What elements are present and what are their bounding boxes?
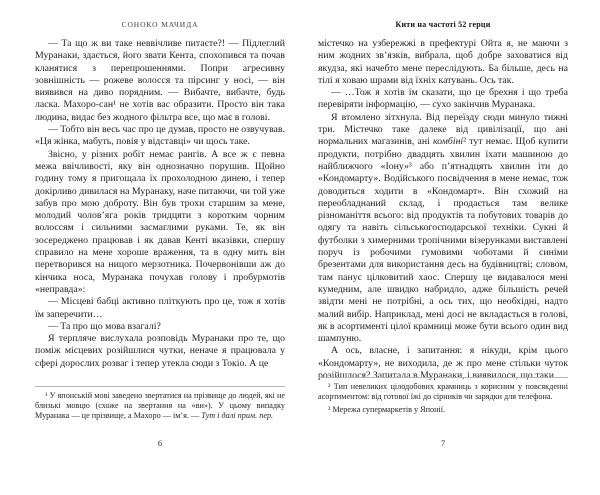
text-run: Я терпляче вислухала розповідь Муранаки про те, що поміж місцевих розійшлися чутки, неначе я працювала у сфері дорослих розваг і тепер утекла сюди з Токіо. А це [35,333,285,369]
paragraph [35,38,285,124]
paragraph [318,87,568,112]
paragraph [318,38,568,87]
text-run: ² тут немає. Щоб купити продукти, потрібно двадцять хвилин їхати машиною до найближчого «Іону»³ або пʼятнадцять хвилин іти до «Кондомарту». Водійського посвідчення в мене немає, тож доводиться ходити в «Кондомарт». Він схожий на переобладнаний склад, і продається там велике різноманіття всього: від продуктів та побутових товарів до одягу та навіть сільськогосподарської техніки. Сукні й футболки з химерними тропічними візерунками виставлені поруч із робочими гумовими чоботами й синіми брезентами для використання десь на будівництві; словом, там панує цілковитий хаос. Спершу це видавалося мені кумедним, але швидко набридло, адже більшість речей звідти мені не потрібні, а ось тих, що необхідні, надто малий вибір. Наприклад, мені досі не вкладається в голові, як в асортименті цілої крамниці може бути всього один вид шампуню. [318,136,568,345]
page-right [318,0,568,495]
text-run: ¹ У японській мові заведено звертатися на прізвище до людей, які не близькі мовцю (схоже на звертання на «ви»). У цьому випадку Муранака — це прізвище, а Махоро — імʼя. — [35,391,285,420]
paragraph [35,296,285,321]
text-run: Звісно, у різних робіт немає рангів. А все ж є певна межа ввічливості, яку він однозначно порушив. Щойно годину тому я пригощала їх прохолодною динею, і тепер докірливо дивилася на Муранаку, наче питаючи, чи той уже забув про мою доброту. Він був трохи старшим за мене, молодий чоловʼяга років тридцяти з коротким чорним волоссям і сильними засмаглими руками. Те, як він зосереджено працював і як давав Кенті вказівки, спершу справило на мене хороше враження, та в одну мить він перетворився на ницого мерзотника. Почервонівши аж до кінчика носа, Муранака почухав голову і пробурмотів «неправда»: [35,148,285,295]
text-run: — …Тож я хотів їм сказати, що це брехня і що треба перевіряти інформацію, — сухо закінчив Муранака. [318,87,568,111]
text-run: А ось, власне, і запитання: я нікуди, крім цього «Кондомарту», не виходила, де ж про мене стільки чуток розійшлося? Запитала в Муранаки, і виявилося, що таки [318,345,568,382]
footnotes-block [35,386,285,424]
page-body [35,38,285,370]
text-run: — Тобто він весь час про це думав, просто не озвучував. «Ця жінка, мабуть, повія у відставці» чи щось таке. [35,124,285,148]
text-run: — Та що ж ви таке неввічливе питаєте?! — Підлеглий Муранаки, здається, його звати Кента, спохопився та почав кланятися з перепрошеннями. Попри агресивну зовнішність — рожеве волосся та пірсинг у носі, — він виявився на диво порядним. — Вибачте, вибачте, будь ласка. Махоро-сан¹ не хотів вас образити. Просто він така людина, видає без жодного фільтра все, що має в голові. [35,38,285,123]
text-run: — Місцеві бабці активно пліткують про це, тож я хотів їм заперечити… [35,296,285,320]
footnote [318,382,568,402]
text-run: ² Тип невеликих цілодобових крамниць з корисним у повсякденні асортиментом: від готової їжі до сірників чи зарядки для телефона. [318,382,568,401]
text-run: ³ Мережа супермаркетів у Японії. [328,404,446,414]
text-run: містечко на узбережжі в префектурі Ойта я, не маючи з ним жодних звʼязків, вибрала, щоб добре заховатися від якудза, які начебто мене переслідують. Ба більше, десь на тілі я ховаю шрами від їхніх катувань. Ось так. [318,38,568,86]
paragraph [35,333,285,370]
page-number: 7 [440,438,446,448]
paragraph [35,321,285,333]
text-run: Тут і далі прим. пер. [201,410,274,420]
running-head-title: Кити на частоті 52 герци [395,20,491,29]
footnote [35,391,285,421]
page-number: 6 [157,438,163,448]
page-left [35,0,285,495]
footnotes-block [318,377,568,418]
paragraph [35,149,285,297]
page-body [318,38,568,382]
text-run: комбіні [432,136,464,148]
text-run: Я втомлено зітхнула. Від переїзду сюди минуло тижні три. Містечко таке далеке від цивілізації, що ані нормальних магазинів, ані [318,111,568,148]
paragraph [318,112,568,346]
footnote [318,405,568,415]
paragraph [35,124,285,149]
running-head-author: СОНОКО МАЧИДА [121,20,199,29]
text-run: — Та про що мова взагалі? [48,320,161,332]
